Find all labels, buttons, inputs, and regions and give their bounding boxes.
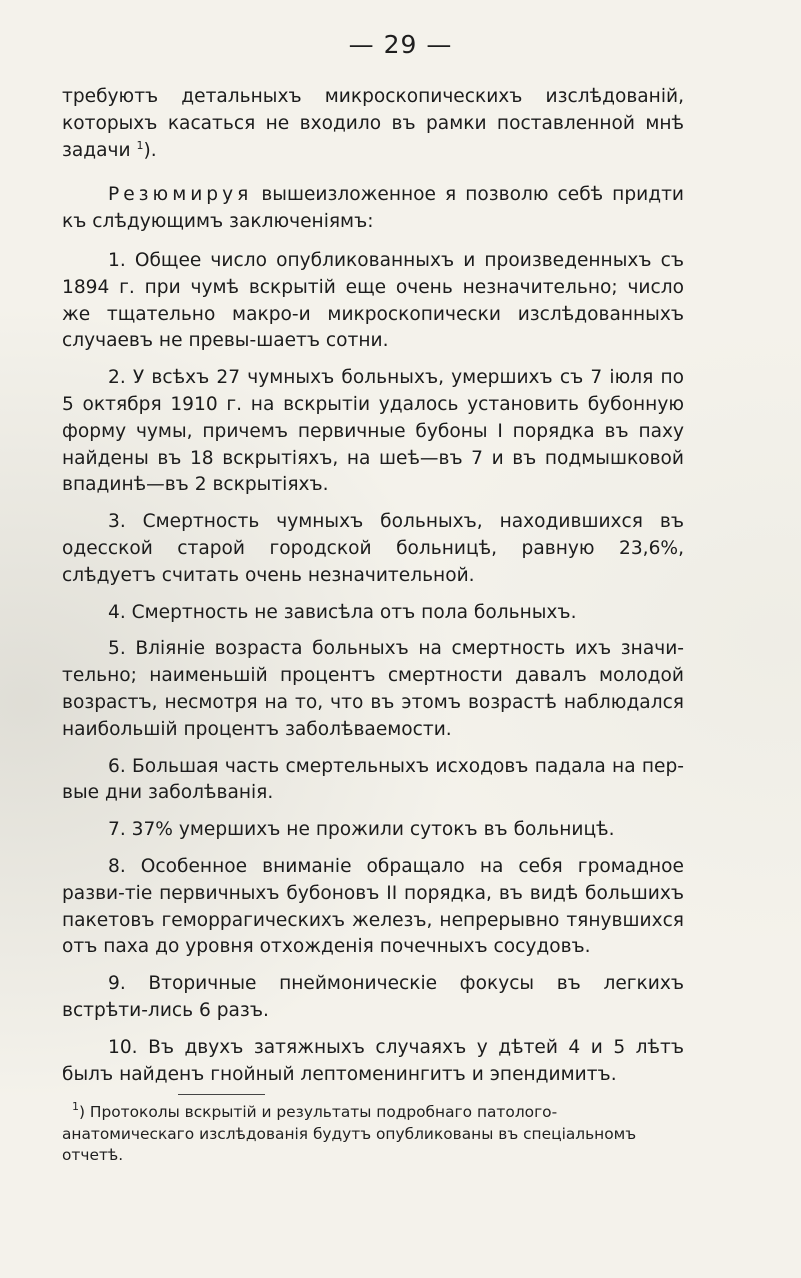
conclusion-item: 6. Большая часть смертельныхъ исходовъ падала на пер-вые дни заболѣванія.	[62, 755, 684, 804]
footnote-divider	[178, 1094, 265, 1095]
conclusion-item: 1. Общее число опубликованныхъ и произведенныхъ съ 1894 г. при чумѣ вскрытій еще очень незначительно; число же тщательно макро-и микроскопически изслѣдованныхъ случаевъ не превы-шаетъ сотни.	[62, 249, 684, 352]
footnote-text-paragraph	[62, 1102, 686, 1167]
conclusion-item: 9. Вторичные пнеймоническіе фокусы въ легкихъ встрѣти-лись 6 разъ.	[62, 973, 684, 1021]
footnote	[62, 1102, 686, 1167]
conclusion-item: 8. Особенное вниманіе обращало на себя громадное разви-тіе первичныхъ бубоновъ II порядка, въ видѣ большихъ пакетовъ геморрагическихъ железъ, непрерывно тянувшихся отъ паха до уровня отхожденія почечныхъ сосудовъ.	[62, 855, 684, 958]
conclusion-item: 7. 37% умершихъ не прожили сутокъ въ больницѣ.	[108, 819, 615, 841]
footnote-text: ) Протоколы вскрытій и результаты подробнаго патолого-анатомическаго изслѣдованія будутъ опубликованы въ спеціальномъ отчетѣ.	[62, 1103, 637, 1164]
page-number: — 29 —	[348, 30, 453, 59]
conclusion-item: 10. Въ двухъ затяжныхъ случаяхъ у дѣтей 4 и 5 лѣтъ былъ найденъ гнойный лептоменингитъ и эпендимитъ.	[62, 1036, 684, 1085]
footnote-reference: 1	[136, 138, 144, 152]
conclusion-item: 5. Вліяніе возраста больныхъ на смертность ихъ значи-тельно; наименьшій процентъ смертности давалъ молодой возрастъ, несмотря на то, что въ этомъ возрастѣ наблюдался наибольшій процентъ заболѣваемости.	[62, 638, 684, 740]
continuation-paragraph	[62, 84, 684, 164]
summary-intro-text: вышеизложенное я позволю себѣ придти къ слѣдующимъ заключеніямъ:	[62, 184, 684, 233]
conclusion-item: 2. У всѣхъ 27 чумныхъ больныхъ, умершихъ съ 7 іюля по 5 октября 1910 г. на вскрытіи удалось установить бубонную форму чумы, причемъ первичные бубоны I порядка въ паху найдены въ 18 вскрытіяхъ, на шеѣ—въ 7 и въ подмышковой впадинѣ—въ 2 вскрытіяхъ.	[62, 367, 684, 496]
body-text	[62, 84, 684, 1088]
spaced-lead-word: Резюмируя	[108, 184, 253, 206]
footnote-marker: 1	[72, 1100, 79, 1113]
summary-intro-paragraph	[62, 182, 684, 236]
continuation-end: ).	[143, 139, 157, 161]
continuation-text: требуютъ детальныхъ микроскопическихъ изслѣдованій, которыхъ касаться не входило въ рамки поставленной мнѣ задачи	[62, 86, 684, 161]
conclusion-item: 4. Смертность не зависѣла отъ пола больныхъ.	[108, 601, 577, 623]
conclusion-item: 3. Смертность чумныхъ больныхъ, находившихся въ одесской старой городской больницѣ, равную 23,6%, слѣдуетъ считать очень незначительной.	[62, 511, 684, 586]
